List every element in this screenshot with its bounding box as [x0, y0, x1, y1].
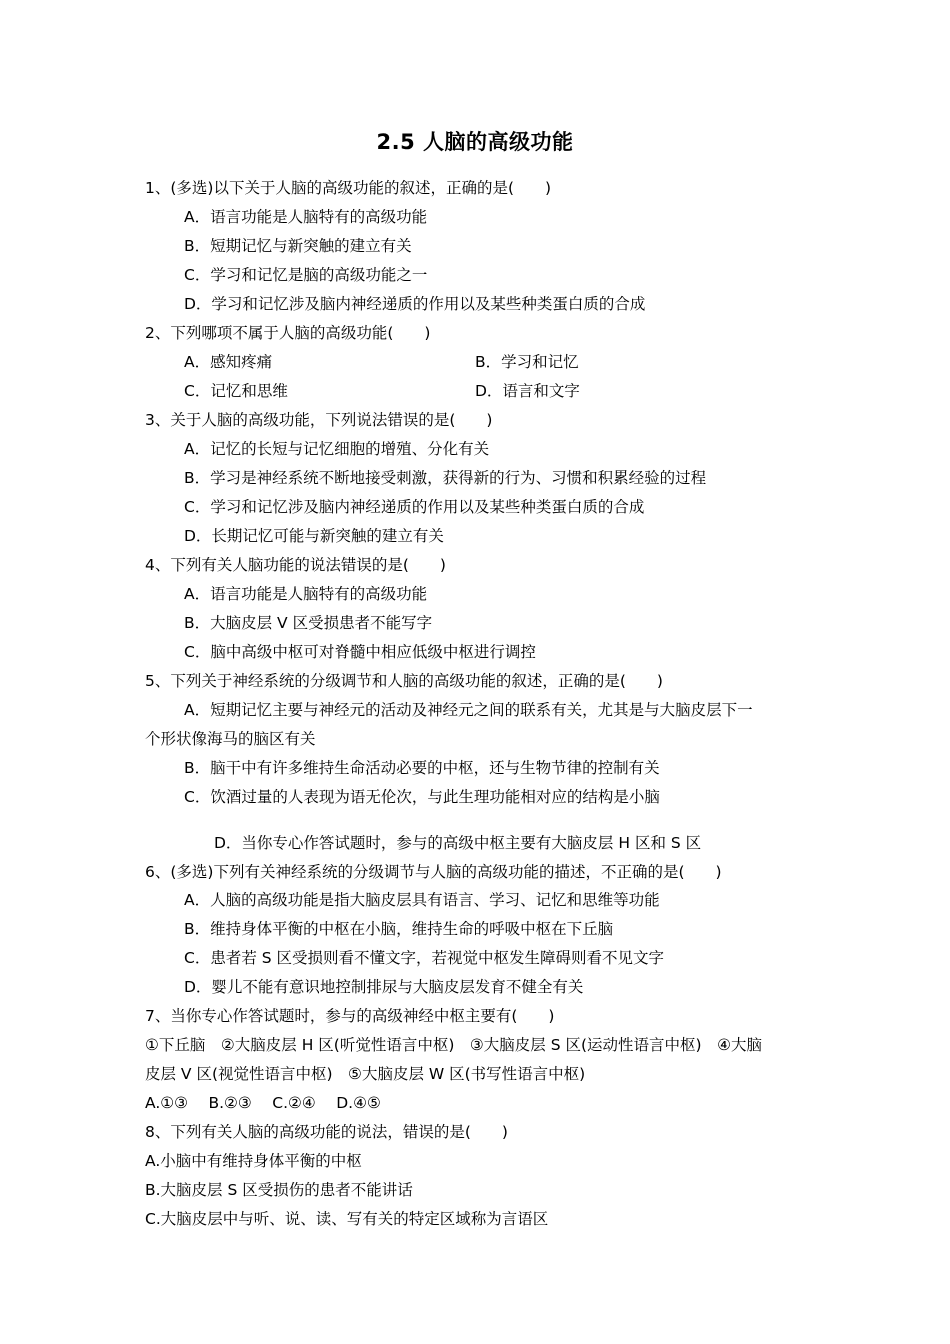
question-7-items-line1: ①下丘脑 ②大脑皮层 H 区(听觉性语言中枢) ③大脑皮层 S 区(运动性语言中枢) ④大脑	[145, 1036, 762, 1054]
question-2-option-b: B．学习和记忆	[475, 353, 579, 371]
question-1-option-c: C．学习和记忆是脑的高级功能之一	[184, 266, 428, 284]
question-3-option-d: D．长期记忆可能与新突触的建立有关	[184, 527, 444, 545]
question-7-items-line2: 皮层 V 区(视觉性语言中枢) ⑤大脑皮层 W 区(书写性语言中枢)	[145, 1065, 586, 1083]
question-8-option-c: C.大脑皮层中与听、说、读、写有关的特定区域称为言语区	[145, 1210, 549, 1228]
question-5-option-c: C．饮酒过量的人表现为语无伦次，与此生理功能相对应的结构是小脑	[184, 788, 660, 806]
question-5-option-b: B．脑干中有许多维持生命活动必要的中枢，还与生物节律的控制有关	[184, 759, 660, 777]
question-3-stem: 3、关于人脑的高级功能，下列说法错误的是( )	[145, 411, 493, 429]
question-6-option-a: A．人脑的高级功能是指大脑皮层具有语言、学习、记忆和思维等功能	[184, 891, 660, 909]
question-4-option-a: A．语言功能是人脑特有的高级功能	[184, 585, 428, 603]
question-2-option-d: D．语言和文字	[475, 382, 580, 400]
question-5-option-a-line2: 个形状像海马的脑区有关	[145, 730, 316, 748]
question-4-stem: 4、下列有关人脑功能的说法错误的是( )	[145, 556, 446, 574]
question-1-option-b: B．短期记忆与新突触的建立有关	[184, 237, 412, 255]
question-3-option-a: A．记忆的长短与记忆细胞的增殖、分化有关	[184, 440, 490, 458]
question-6-option-c: C．患者若 S 区受损则看不懂文字，若视觉中枢发生障碍则看不见文字	[184, 949, 665, 967]
question-1-option-d: D．学习和记忆涉及脑内神经递质的作用以及某些种类蛋白质的合成	[184, 295, 646, 313]
question-3-option-b: B．学习是神经系统不断地接受刺激，获得新的行为、习惯和积累经验的过程	[184, 469, 707, 487]
question-6-option-d: D．婴儿不能有意识地控制排尿与大脑皮层发育不健全有关	[184, 978, 584, 996]
question-2-option-c: C．记忆和思维	[184, 382, 288, 400]
question-2-option-a: A．感知疼痛	[184, 353, 273, 371]
question-4-option-c: C．脑中高级中枢可对脊髓中相应低级中枢进行调控	[184, 643, 536, 661]
question-5-stem: 5、下列关于神经系统的分级调节和人脑的高级功能的叙述，正确的是( )	[145, 672, 663, 690]
question-4-option-b: B．大脑皮层 V 区受损患者不能写字	[184, 614, 433, 632]
question-6-option-b: B．维持身体平衡的中枢在小脑，维持生命的呼吸中枢在下丘脑	[184, 920, 614, 938]
question-8-option-a: A.小脑中有维持身体平衡的中枢	[145, 1152, 362, 1170]
question-1-option-a: A．语言功能是人脑特有的高级功能	[184, 208, 428, 226]
question-5-option-a-line1: A．短期记忆主要与神经元的活动及神经元之间的联系有关，尤其是与大脑皮层下一	[184, 701, 753, 719]
question-7-options: A.①③ B.②③ C.②④ D.④⑤	[145, 1094, 381, 1112]
question-8-option-b: B.大脑皮层 S 区受损伤的患者不能讲话	[145, 1181, 413, 1199]
question-2-stem: 2、下列哪项不属于人脑的高级功能( )	[145, 324, 431, 342]
question-1-stem: 1、(多选)以下关于人脑的高级功能的叙述，正确的是( )	[145, 179, 552, 197]
question-6-stem: 6、(多选)下列有关神经系统的分级调节与人脑的高级功能的描述，不正确的是( )	[145, 863, 722, 881]
question-3-option-c: C．学习和记忆涉及脑内神经递质的作用以及某些种类蛋白质的合成	[184, 498, 645, 516]
page-title: 2.5 人脑的高级功能	[376, 130, 574, 154]
question-5-option-d: D．当你专心作答试题时，参与的高级中枢主要有大脑皮层 H 区和 S 区	[214, 834, 702, 852]
question-7-stem: 7、当你专心作答试题时，参与的高级神经中枢主要有( )	[145, 1007, 555, 1025]
question-8-stem: 8、下列有关人脑的高级功能的说法，错误的是( )	[145, 1123, 508, 1141]
